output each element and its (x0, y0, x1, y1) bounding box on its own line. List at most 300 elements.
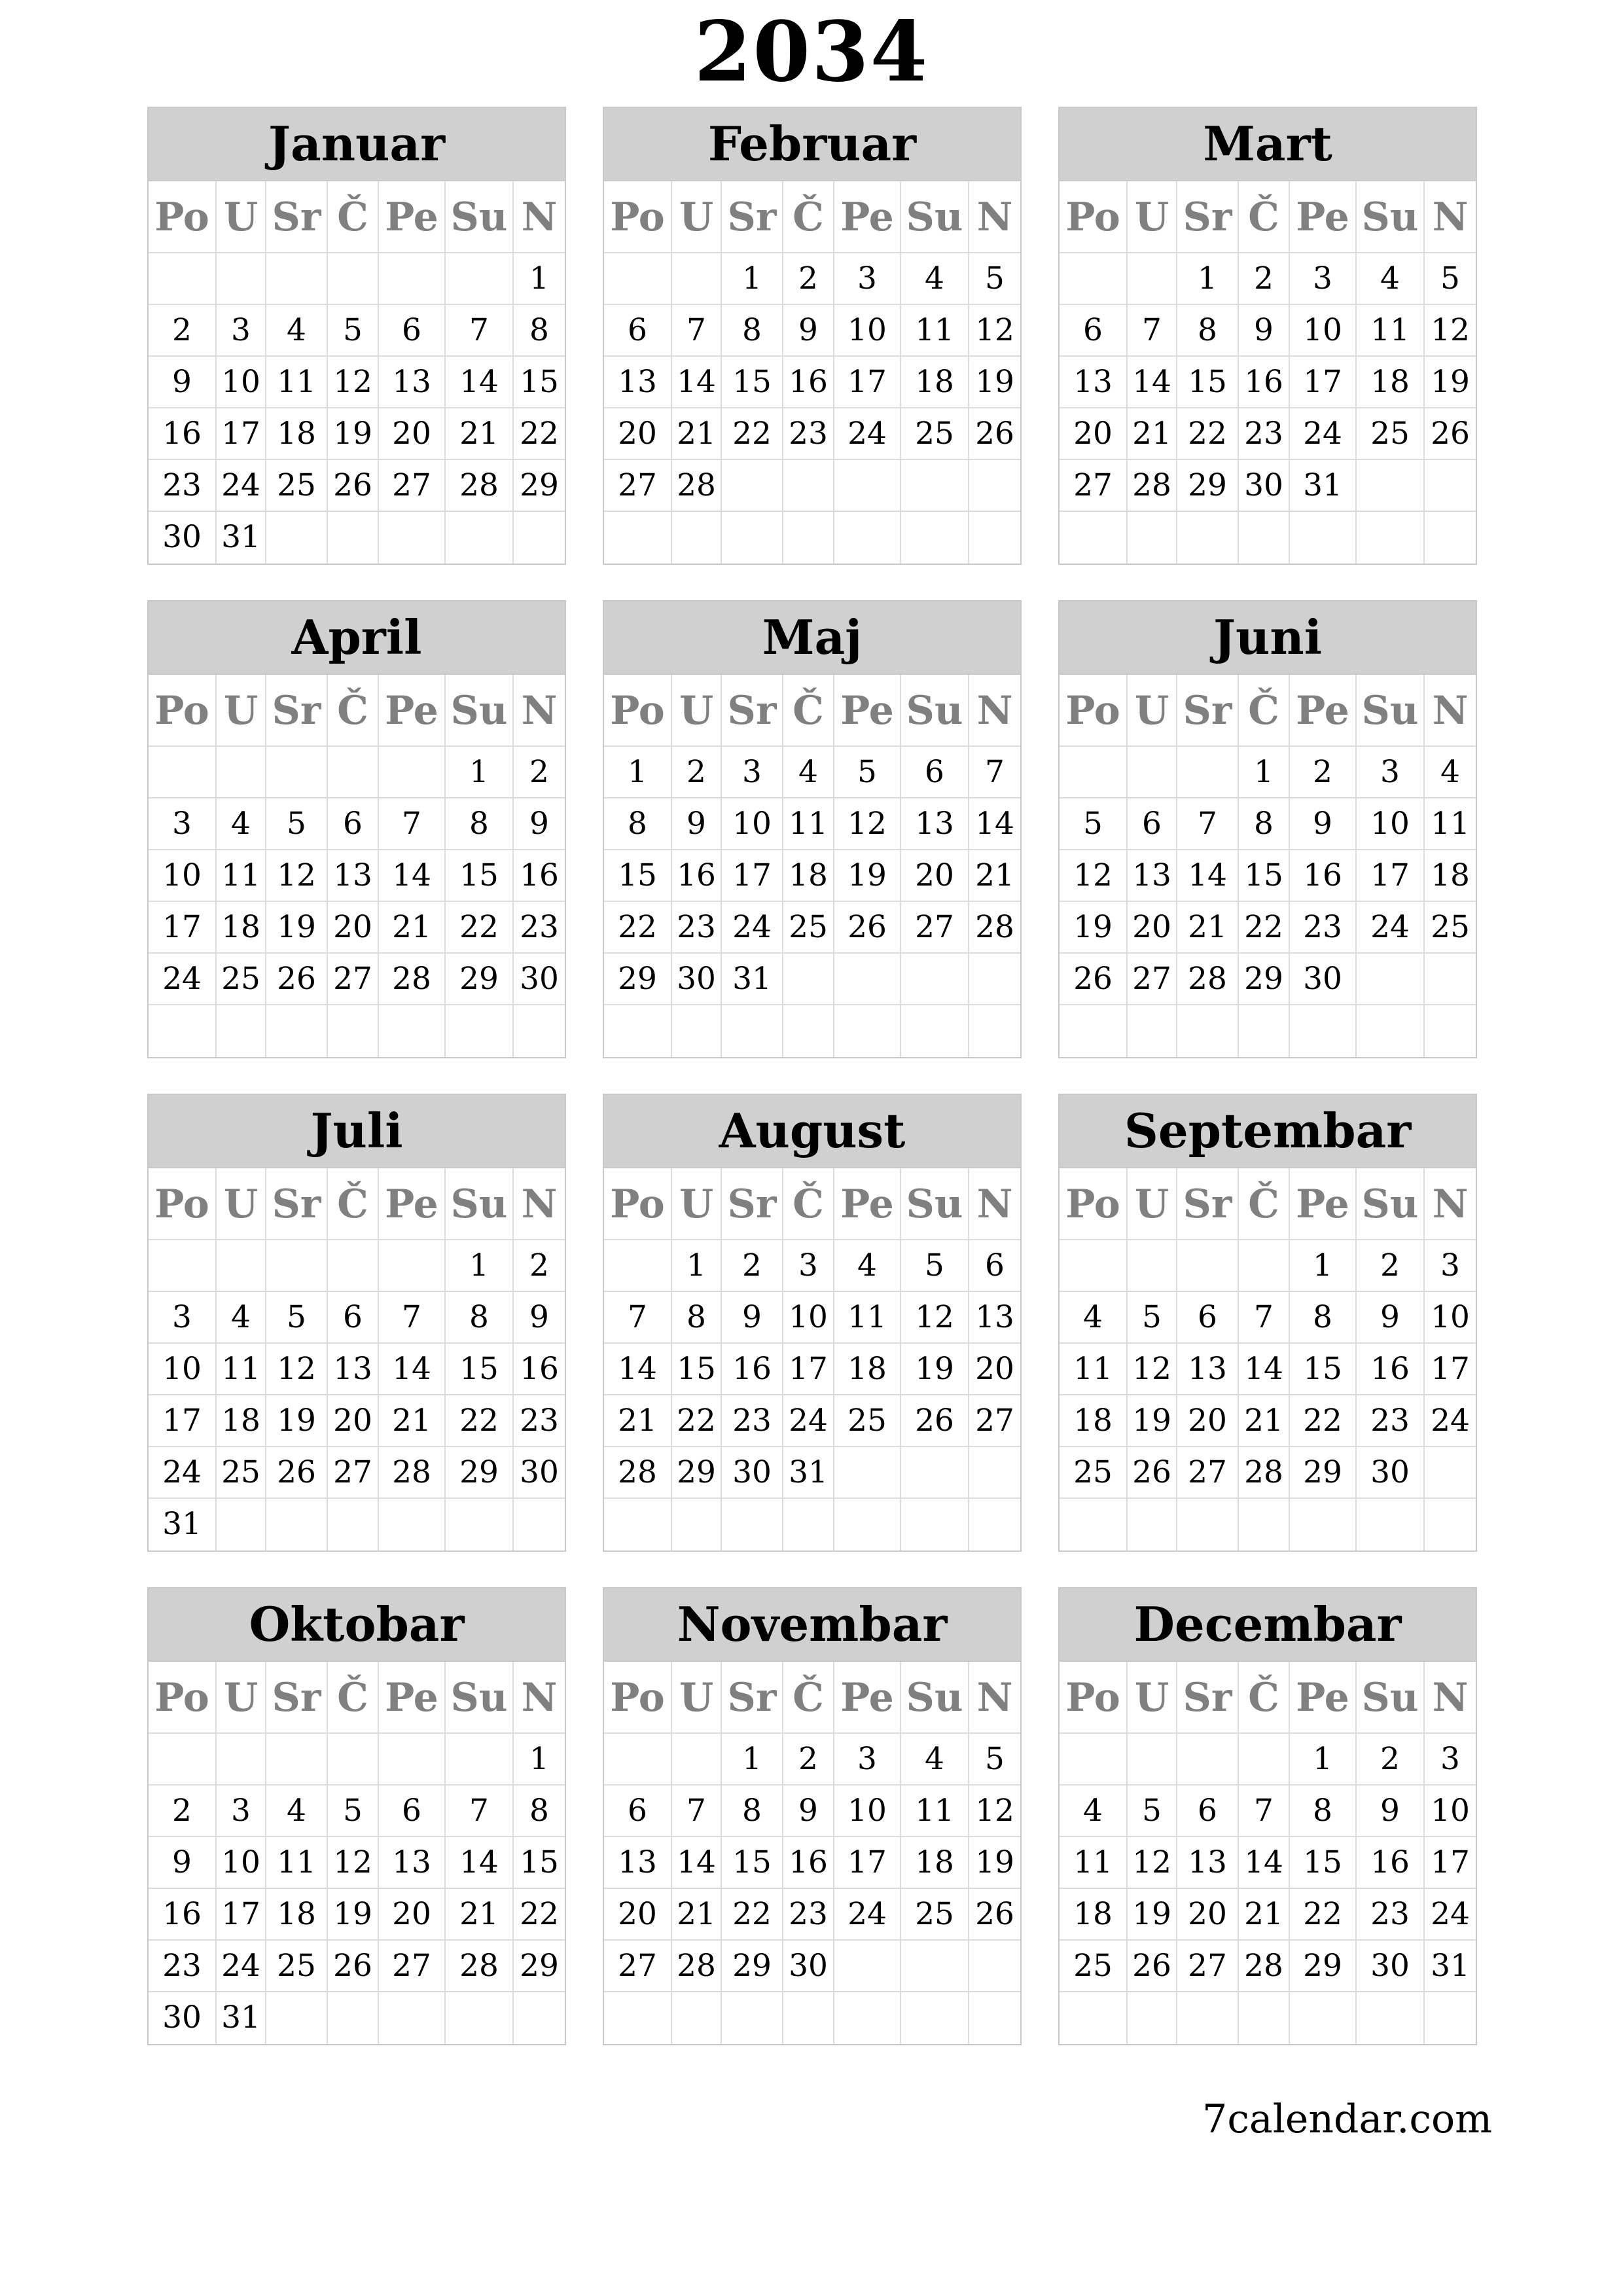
weekday-label: Pe (379, 1662, 446, 1734)
weekday-label: N (969, 181, 1020, 253)
day-cell: 22 (722, 408, 783, 460)
day-cell: 9 (672, 798, 722, 850)
day-cell: 28 (672, 1941, 722, 1992)
empty-day-cell (1239, 1992, 1290, 2044)
empty-day-cell (969, 1941, 1020, 1992)
day-cell: 18 (266, 408, 328, 460)
empty-day-cell (834, 954, 901, 1005)
day-cell: 11 (901, 305, 969, 357)
day-cell: 13 (1177, 1837, 1239, 1889)
month-februar (603, 107, 1022, 565)
day-cell: 30 (672, 954, 722, 1005)
empty-day-cell (1290, 1499, 1357, 1551)
day-cell: 18 (1425, 850, 1476, 902)
day-cell: 9 (514, 1292, 565, 1344)
weekday-label: Č (328, 675, 379, 747)
empty-day-cell (1128, 1240, 1177, 1292)
day-cell: 5 (328, 1785, 379, 1837)
day-cell: 17 (1425, 1344, 1476, 1395)
day-cell: 29 (1239, 954, 1290, 1005)
day-cell: 2 (1357, 1240, 1425, 1292)
month-day-grid (1060, 181, 1476, 564)
empty-day-cell (1060, 1240, 1128, 1292)
day-cell: 18 (217, 1395, 266, 1447)
empty-day-cell (783, 512, 834, 564)
day-cell: 5 (328, 305, 379, 357)
empty-day-cell (328, 1240, 379, 1292)
day-cell: 23 (149, 460, 217, 512)
day-cell: 2 (149, 305, 217, 357)
day-cell: 28 (604, 1447, 672, 1499)
day-cell: 23 (514, 902, 565, 954)
day-cell: 8 (1290, 1292, 1357, 1344)
empty-day-cell (834, 512, 901, 564)
empty-day-cell (149, 1240, 217, 1292)
day-cell: 14 (1128, 357, 1177, 408)
day-cell: 30 (1357, 1941, 1425, 1992)
empty-day-cell (446, 253, 514, 305)
day-cell: 11 (217, 1344, 266, 1395)
weekday-label: Sr (1177, 181, 1239, 253)
empty-day-cell (514, 1992, 565, 2044)
day-cell: 24 (783, 1395, 834, 1447)
empty-day-cell (969, 1992, 1020, 2044)
day-cell: 22 (672, 1395, 722, 1447)
day-cell: 21 (379, 1395, 446, 1447)
month-name: Mart (1060, 108, 1476, 181)
day-cell: 30 (1239, 460, 1290, 512)
day-cell: 30 (514, 954, 565, 1005)
day-cell: 25 (1060, 1447, 1128, 1499)
day-cell: 31 (149, 1499, 217, 1551)
weekday-label: Su (901, 1662, 969, 1734)
day-cell: 7 (379, 1292, 446, 1344)
month-name: Maj (604, 601, 1020, 675)
day-cell: 20 (1128, 902, 1177, 954)
day-cell: 17 (1357, 850, 1425, 902)
day-cell: 31 (217, 1992, 266, 2044)
day-cell: 20 (379, 1889, 446, 1941)
day-cell: 12 (328, 1837, 379, 1889)
empty-day-cell (1239, 512, 1290, 564)
weekday-label: U (1128, 181, 1177, 253)
weekday-label: Pe (1290, 181, 1357, 253)
weekday-label: Su (1357, 181, 1425, 253)
day-cell: 13 (328, 1344, 379, 1395)
day-cell: 7 (446, 1785, 514, 1837)
weekday-label: Pe (1290, 1168, 1357, 1240)
weekday-label: Pe (379, 675, 446, 747)
empty-day-cell (1177, 1734, 1239, 1785)
empty-day-cell (1128, 1734, 1177, 1785)
day-cell: 6 (901, 747, 969, 798)
day-cell: 31 (1425, 1941, 1476, 1992)
empty-day-cell (149, 1734, 217, 1785)
day-cell: 17 (834, 357, 901, 408)
day-cell: 18 (217, 902, 266, 954)
month-day-grid (149, 181, 565, 564)
day-cell: 22 (604, 902, 672, 954)
day-cell: 14 (672, 357, 722, 408)
empty-day-cell (722, 1005, 783, 1057)
day-cell: 6 (379, 1785, 446, 1837)
month-day-grid (149, 1168, 565, 1551)
day-cell: 12 (1425, 305, 1476, 357)
day-cell: 19 (328, 408, 379, 460)
empty-day-cell (834, 1447, 901, 1499)
day-cell: 2 (672, 747, 722, 798)
empty-day-cell (149, 747, 217, 798)
weekday-label: Č (1239, 675, 1290, 747)
day-cell: 4 (1357, 253, 1425, 305)
empty-day-cell (1290, 1005, 1357, 1057)
day-cell: 1 (1239, 747, 1290, 798)
day-cell: 5 (901, 1240, 969, 1292)
weekday-label: Po (1060, 181, 1128, 253)
day-cell: 21 (672, 1889, 722, 1941)
day-cell: 3 (834, 1734, 901, 1785)
day-cell: 25 (1357, 408, 1425, 460)
weekday-label: Pe (379, 1168, 446, 1240)
month-name: April (149, 601, 565, 675)
empty-day-cell (1060, 747, 1128, 798)
day-cell: 20 (328, 902, 379, 954)
weekday-label: N (969, 1168, 1020, 1240)
day-cell: 5 (1060, 798, 1128, 850)
empty-day-cell (328, 1734, 379, 1785)
day-cell: 22 (1290, 1395, 1357, 1447)
day-cell: 8 (446, 1292, 514, 1344)
weekday-label: Č (1239, 1662, 1290, 1734)
empty-day-cell (1177, 512, 1239, 564)
empty-day-cell (1060, 1005, 1128, 1057)
weekday-label: Su (446, 1168, 514, 1240)
day-cell: 2 (783, 253, 834, 305)
day-cell: 20 (969, 1344, 1020, 1395)
weekday-label: N (969, 675, 1020, 747)
weekday-label: U (672, 675, 722, 747)
weekday-label: Č (328, 181, 379, 253)
month-name: Septembar (1060, 1095, 1476, 1168)
day-cell: 25 (834, 1395, 901, 1447)
day-cell: 13 (901, 798, 969, 850)
day-cell: 7 (1177, 798, 1239, 850)
day-cell: 23 (783, 1889, 834, 1941)
day-cell: 18 (1060, 1395, 1128, 1447)
day-cell: 10 (217, 357, 266, 408)
day-cell: 4 (834, 1240, 901, 1292)
empty-day-cell (604, 1499, 672, 1551)
empty-day-cell (379, 1499, 446, 1551)
day-cell: 25 (266, 1941, 328, 1992)
day-cell: 28 (672, 460, 722, 512)
day-cell: 25 (901, 408, 969, 460)
month-name: Decembar (1060, 1588, 1476, 1662)
empty-day-cell (217, 1734, 266, 1785)
weekday-label: Su (446, 181, 514, 253)
month-august (603, 1094, 1022, 1552)
weekday-label: U (672, 1662, 722, 1734)
weekday-label: Po (604, 675, 672, 747)
weekday-label: Pe (834, 181, 901, 253)
day-cell: 29 (514, 460, 565, 512)
day-cell: 12 (901, 1292, 969, 1344)
day-cell: 24 (1425, 1395, 1476, 1447)
day-cell: 15 (446, 850, 514, 902)
day-cell: 12 (266, 1344, 328, 1395)
day-cell: 3 (722, 747, 783, 798)
empty-day-cell (901, 1941, 969, 1992)
empty-day-cell (328, 1992, 379, 2044)
weekday-label: N (969, 1662, 1020, 1734)
day-cell: 22 (514, 408, 565, 460)
day-cell: 11 (901, 1785, 969, 1837)
empty-day-cell (1425, 1992, 1476, 2044)
empty-day-cell (1239, 1499, 1290, 1551)
day-cell: 30 (149, 512, 217, 564)
empty-day-cell (1357, 1499, 1425, 1551)
weekday-label: Pe (834, 1662, 901, 1734)
empty-day-cell (1290, 1992, 1357, 2044)
day-cell: 27 (604, 1941, 672, 1992)
month-day-grid (604, 1662, 1020, 2044)
day-cell: 18 (901, 1837, 969, 1889)
month-septembar (1058, 1094, 1477, 1552)
day-cell: 28 (446, 1941, 514, 1992)
day-cell: 17 (722, 850, 783, 902)
day-cell: 11 (217, 850, 266, 902)
day-cell: 14 (379, 850, 446, 902)
day-cell: 1 (722, 253, 783, 305)
empty-day-cell (1060, 1992, 1128, 2044)
day-cell: 24 (217, 460, 266, 512)
day-cell: 13 (969, 1292, 1020, 1344)
weekday-label: Po (604, 1168, 672, 1240)
day-cell: 27 (901, 902, 969, 954)
day-cell: 6 (328, 798, 379, 850)
empty-day-cell (514, 1005, 565, 1057)
weekday-label: Sr (722, 181, 783, 253)
day-cell: 3 (1425, 1240, 1476, 1292)
empty-day-cell (1425, 512, 1476, 564)
empty-day-cell (1177, 1992, 1239, 2044)
empty-day-cell (672, 1992, 722, 2044)
day-cell: 5 (1425, 253, 1476, 305)
day-cell: 19 (1425, 357, 1476, 408)
day-cell: 30 (1290, 954, 1357, 1005)
day-cell: 16 (783, 357, 834, 408)
empty-day-cell (328, 512, 379, 564)
day-cell: 7 (1239, 1785, 1290, 1837)
day-cell: 1 (1290, 1734, 1357, 1785)
empty-day-cell (901, 460, 969, 512)
day-cell: 19 (328, 1889, 379, 1941)
empty-day-cell (379, 1005, 446, 1057)
day-cell: 30 (149, 1992, 217, 2044)
day-cell: 5 (266, 1292, 328, 1344)
empty-day-cell (1128, 512, 1177, 564)
month-oktobar (147, 1587, 566, 2045)
day-cell: 2 (722, 1240, 783, 1292)
empty-day-cell (266, 1734, 328, 1785)
empty-day-cell (604, 1005, 672, 1057)
day-cell: 16 (149, 408, 217, 460)
day-cell: 13 (1128, 850, 1177, 902)
day-cell: 25 (266, 460, 328, 512)
empty-day-cell (149, 253, 217, 305)
day-cell: 14 (1239, 1344, 1290, 1395)
month-day-grid (1060, 1662, 1476, 2044)
empty-day-cell (266, 1499, 328, 1551)
day-cell: 29 (446, 1447, 514, 1499)
day-cell: 16 (1357, 1837, 1425, 1889)
empty-day-cell (446, 512, 514, 564)
day-cell: 3 (834, 253, 901, 305)
weekday-label: Č (783, 1662, 834, 1734)
empty-day-cell (783, 954, 834, 1005)
empty-day-cell (1177, 1005, 1239, 1057)
empty-day-cell (969, 1447, 1020, 1499)
day-cell: 7 (604, 1292, 672, 1344)
day-cell: 21 (672, 408, 722, 460)
day-cell: 16 (1239, 357, 1290, 408)
day-cell: 26 (969, 1889, 1020, 1941)
day-cell: 26 (1060, 954, 1128, 1005)
day-cell: 17 (217, 408, 266, 460)
empty-day-cell (969, 1005, 1020, 1057)
day-cell: 12 (266, 850, 328, 902)
empty-day-cell (1128, 1499, 1177, 1551)
day-cell: 14 (446, 357, 514, 408)
day-cell: 6 (1128, 798, 1177, 850)
empty-day-cell (901, 512, 969, 564)
day-cell: 26 (266, 1447, 328, 1499)
day-cell: 8 (1177, 305, 1239, 357)
day-cell: 1 (1290, 1240, 1357, 1292)
empty-day-cell (969, 512, 1020, 564)
month-decembar (1058, 1587, 1477, 2045)
day-cell: 4 (1060, 1292, 1128, 1344)
day-cell: 6 (604, 1785, 672, 1837)
day-cell: 10 (1357, 798, 1425, 850)
weekday-label: U (672, 181, 722, 253)
empty-day-cell (1425, 1005, 1476, 1057)
day-cell: 29 (446, 954, 514, 1005)
empty-day-cell (446, 1734, 514, 1785)
empty-day-cell (328, 253, 379, 305)
weekday-label: Č (783, 675, 834, 747)
day-cell: 26 (1425, 408, 1476, 460)
day-cell: 16 (514, 850, 565, 902)
day-cell: 13 (1060, 357, 1128, 408)
day-cell: 24 (217, 1941, 266, 1992)
day-cell: 19 (834, 850, 901, 902)
empty-day-cell (1425, 1447, 1476, 1499)
day-cell: 17 (1290, 357, 1357, 408)
day-cell: 27 (1060, 460, 1128, 512)
weekday-label: Sr (266, 1662, 328, 1734)
day-cell: 24 (834, 408, 901, 460)
day-cell: 10 (149, 1344, 217, 1395)
day-cell: 4 (217, 798, 266, 850)
weekday-label: Sr (722, 1168, 783, 1240)
day-cell: 28 (446, 460, 514, 512)
day-cell: 14 (672, 1837, 722, 1889)
day-cell: 29 (722, 1941, 783, 1992)
weekday-label: Pe (834, 675, 901, 747)
empty-day-cell (266, 1992, 328, 2044)
weekday-label: Su (901, 675, 969, 747)
empty-day-cell (969, 1499, 1020, 1551)
day-cell: 16 (783, 1837, 834, 1889)
day-cell: 7 (672, 1785, 722, 1837)
day-cell: 14 (1177, 850, 1239, 902)
weekday-label: U (1128, 1168, 1177, 1240)
empty-day-cell (604, 253, 672, 305)
empty-day-cell (783, 460, 834, 512)
weekday-label: N (514, 1168, 565, 1240)
day-cell: 9 (149, 357, 217, 408)
day-cell: 21 (1128, 408, 1177, 460)
day-cell: 7 (969, 747, 1020, 798)
day-cell: 6 (1177, 1292, 1239, 1344)
weekday-label: Sr (1177, 1168, 1239, 1240)
empty-day-cell (1128, 1992, 1177, 2044)
day-cell: 28 (379, 1447, 446, 1499)
weekday-label: Su (1357, 1168, 1425, 1240)
empty-day-cell (1060, 512, 1128, 564)
empty-day-cell (1239, 1005, 1290, 1057)
day-cell: 7 (1128, 305, 1177, 357)
day-cell: 9 (783, 305, 834, 357)
empty-day-cell (379, 1240, 446, 1292)
day-cell: 2 (1239, 253, 1290, 305)
empty-day-cell (446, 1499, 514, 1551)
day-cell: 21 (1177, 902, 1239, 954)
day-cell: 27 (379, 460, 446, 512)
day-cell: 15 (514, 357, 565, 408)
empty-day-cell (328, 1499, 379, 1551)
day-cell: 3 (1425, 1734, 1476, 1785)
day-cell: 15 (722, 1837, 783, 1889)
empty-day-cell (722, 460, 783, 512)
day-cell: 26 (969, 408, 1020, 460)
day-cell: 16 (1357, 1344, 1425, 1395)
day-cell: 13 (1177, 1344, 1239, 1395)
empty-day-cell (379, 512, 446, 564)
day-cell: 23 (783, 408, 834, 460)
day-cell: 27 (328, 954, 379, 1005)
day-cell: 6 (1060, 305, 1128, 357)
day-cell: 1 (514, 1734, 565, 1785)
day-cell: 28 (379, 954, 446, 1005)
day-cell: 18 (834, 1344, 901, 1395)
day-cell: 5 (969, 253, 1020, 305)
weekday-label: Po (604, 1662, 672, 1734)
day-cell: 15 (672, 1344, 722, 1395)
empty-day-cell (514, 1499, 565, 1551)
day-cell: 27 (379, 1941, 446, 1992)
empty-day-cell (604, 1240, 672, 1292)
day-cell: 10 (834, 1785, 901, 1837)
day-cell: 3 (217, 1785, 266, 1837)
day-cell: 4 (1060, 1785, 1128, 1837)
day-cell: 2 (783, 1734, 834, 1785)
day-cell: 6 (604, 305, 672, 357)
day-cell: 2 (514, 1240, 565, 1292)
day-cell: 3 (1357, 747, 1425, 798)
day-cell: 9 (783, 1785, 834, 1837)
